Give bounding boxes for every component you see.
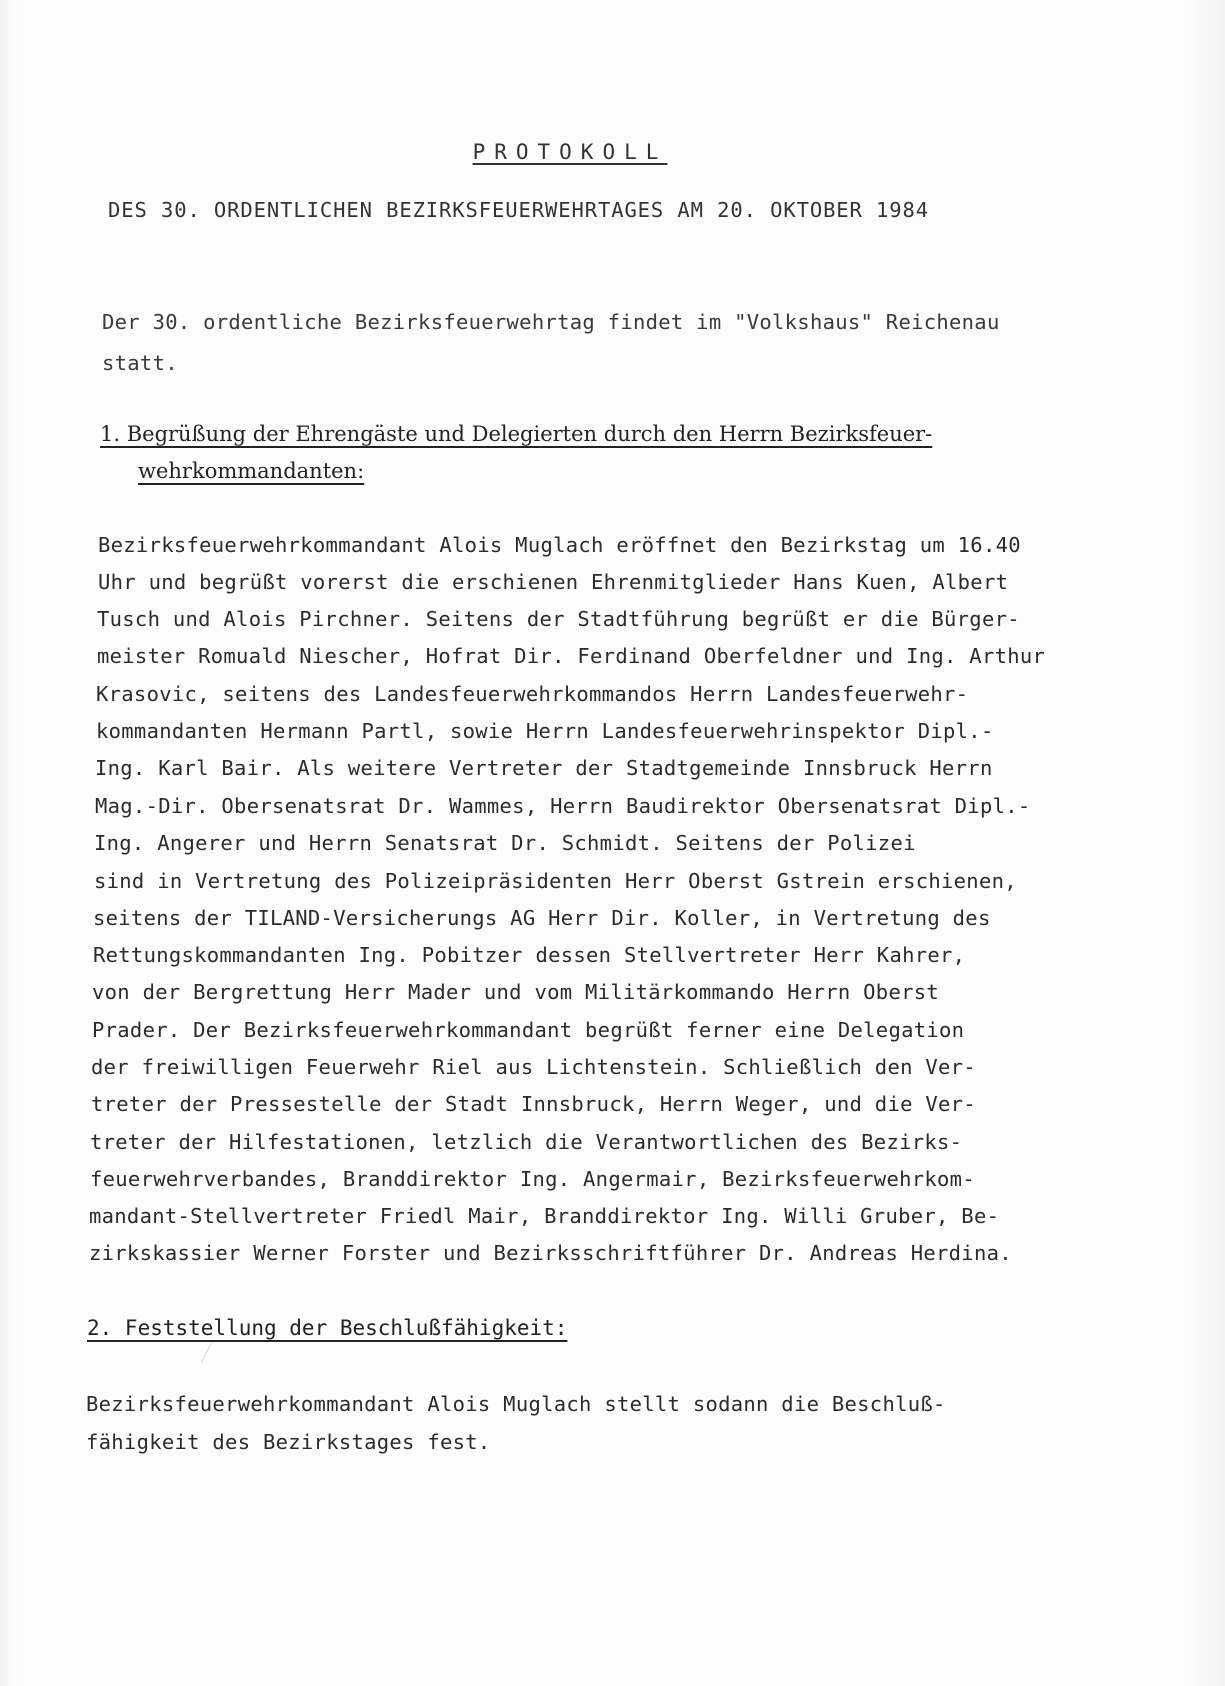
section-1-body-line: treter der Hilfestationen, letzlich die Verantwortlichen des Bezirks-: [90, 1130, 963, 1154]
section-1-body-line: Ing. Karl Bair. Als weitere Vertreter der Stadtgemeinde Innsbruck Herrn: [95, 756, 993, 780]
section-1-body-line: meister Romuald Niescher, Hofrat Dir. Ferdinand Oberfeldner und Ing. Arthur: [97, 644, 1046, 668]
intro-line: statt.: [102, 351, 178, 375]
section-2-body-line: fähigkeit des Bezirkstages fest.: [86, 1430, 491, 1454]
section-1-heading-line: [138, 459, 364, 483]
section-1-body-line: Uhr und begrüßt vorerst die erschienen Ehrenmitglieder Hans Kuen, Albert: [98, 570, 1009, 594]
section-1-body-line: mandant-Stellvertreter Friedl Mair, Branddirektor Ing. Willi Gruber, Be-: [89, 1204, 1000, 1228]
section-1-body-line: von der Bergrettung Herr Mader und vom Militärkommando Herrn Oberst: [92, 980, 940, 1004]
document-title: PROTOKOLL: [472, 140, 668, 164]
section-1-heading-text: 1. Begrüßung der Ehrengäste und Delegierten durch den Herrn Bezirksfeuer-: [100, 422, 933, 446]
section-1-body-line: Prader. Der Bezirksfeuerwehrkommandant begrüßt ferner eine Delegation: [92, 1018, 965, 1042]
section-1-body-line: Bezirksfeuerwehrkommandant Alois Muglach eröffnet den Bezirkstag um 16.40: [98, 533, 1021, 557]
section-1-body-line: feuerwehrverbandes, Branddirektor Ing. Angermair, Bezirksfeuerwehrkom-: [90, 1167, 975, 1191]
section-2-heading-line: [87, 1316, 567, 1340]
section-1-heading-line: [100, 422, 932, 446]
section-1-heading-text: wehrkommandanten:: [138, 459, 365, 483]
section-1-body-line: zirkskassier Werner Forster und Bezirksschriftführer Dr. Andreas Herdina.: [89, 1241, 1012, 1265]
section-1-body-line: der freiwilligen Feuerwehr Riel aus Lichtenstein. Schließlich den Ver-: [91, 1055, 976, 1079]
section-2-body-line: Bezirksfeuerwehrkommandant Alois Muglach stellt sodann die Beschluß-: [86, 1392, 946, 1416]
section-1-body-line: treter der Pressestelle der Stadt Innsbruck, Herrn Weger, und die Ver-: [91, 1092, 976, 1116]
section-1-body-line: seitens der TILAND-Versicherungs AG Herr Dir. Koller, in Vertretung des: [93, 906, 991, 930]
section-2-heading-text: 2. Feststellung der Beschlußfähigkeit:: [87, 1316, 568, 1340]
section-1-body-line: Rettungskommandanten Ing. Pobitzer dessen Stellvertreter Herr Kahrer,: [93, 943, 966, 967]
section-1-body-line: Krasovic, seitens des Landesfeuerwehrkommandos Herrn Landesfeuerwehr-: [96, 682, 969, 706]
section-1-body-line: Ing. Angerer und Herrn Senatsrat Dr. Schmidt. Seitens der Polizei: [94, 831, 916, 855]
document-subtitle: DES 30. ORDENTLICHEN BEZIRKSFEUERWEHRTAGES AM 20. OKTOBER 1984: [108, 198, 930, 222]
intro-line: Der 30. ordentliche Bezirksfeuerwehrtag findet im "Volkshaus" Reichenau: [102, 310, 1000, 334]
section-1-body-line: kommandanten Hermann Partl, sowie Herrn Landesfeuerwehrinspektor Dipl.-: [96, 719, 994, 743]
section-1-body-line: sind in Vertretung des Polizeipräsidenten Herr Oberst Gstrein erschienen,: [94, 869, 1017, 893]
pen-mark: [201, 1343, 225, 1369]
section-1-body-line: Tusch und Alois Pirchner. Seitens der Stadtführung begrüßt er die Bürger-: [97, 607, 1020, 631]
section-1-body-line: Mag.-Dir. Obersenatsrat Dr. Wammes, Herrn Baudirektor Obersenatsrat Dipl.-: [95, 794, 1031, 818]
